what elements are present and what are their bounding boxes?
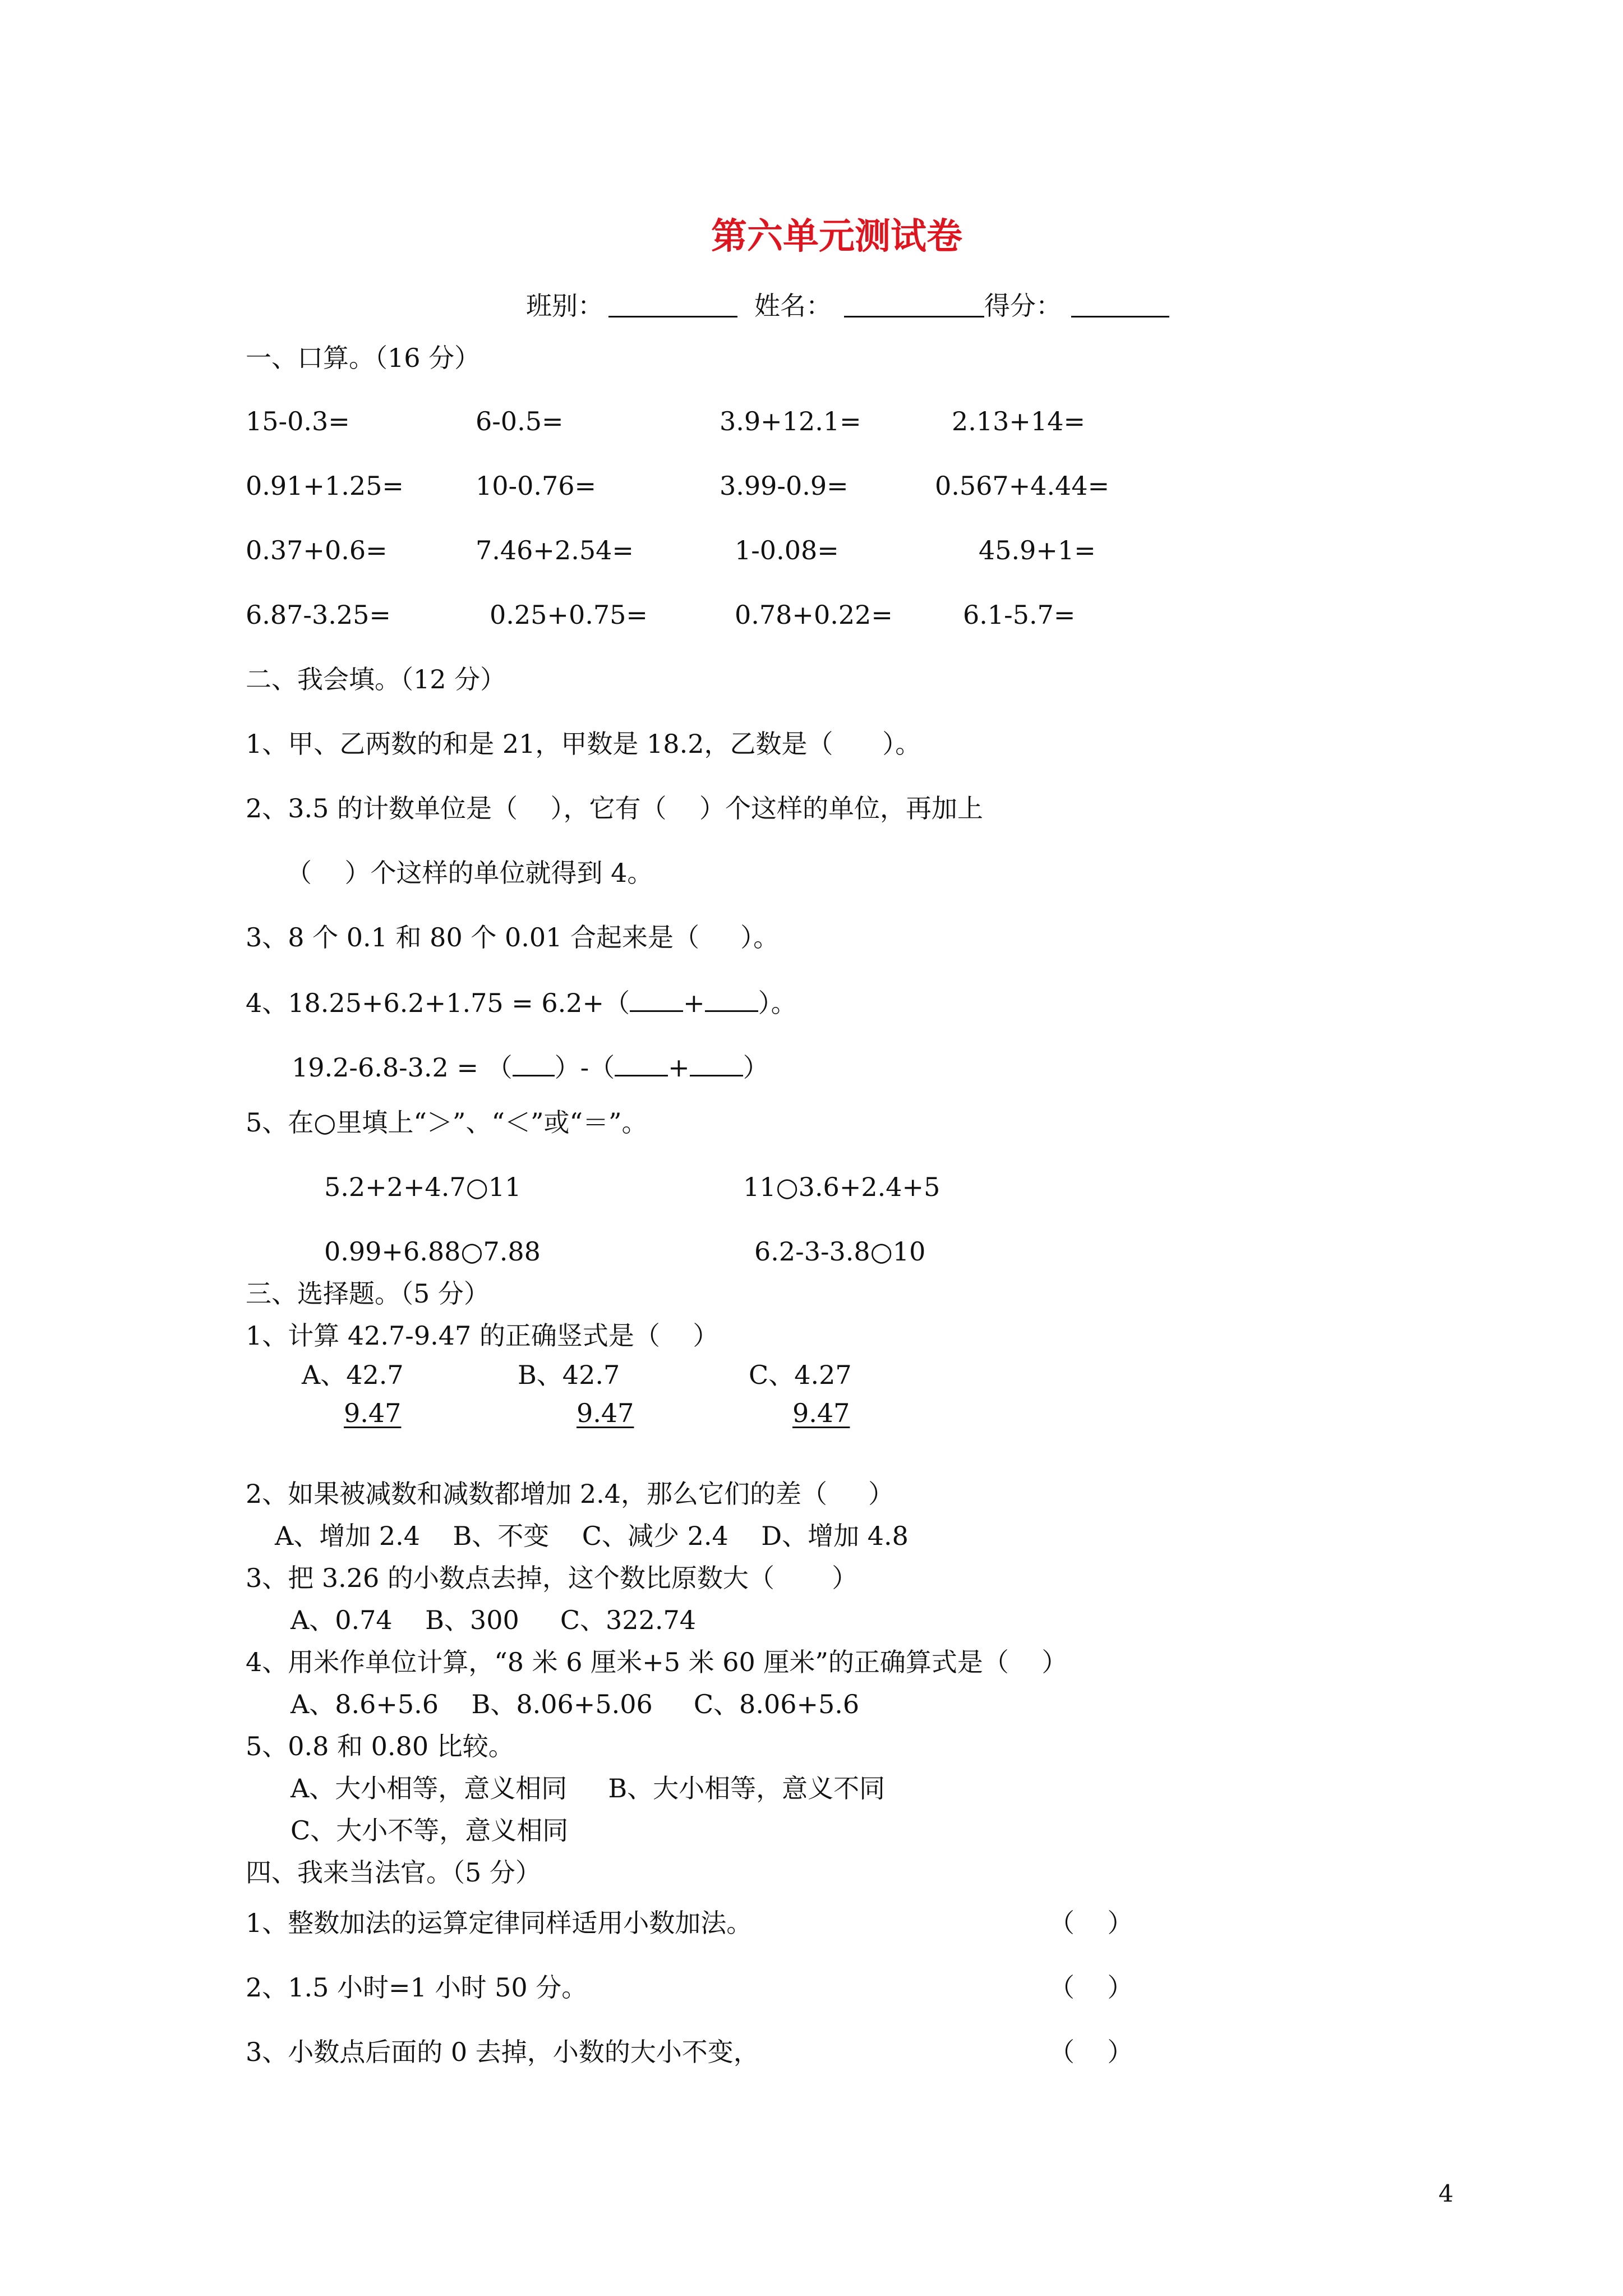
calc-item: 3.99-0.9= [720, 471, 849, 501]
name-label: 姓名： [754, 291, 832, 321]
vertical-subtrahend [764, 1400, 863, 1426]
compare-item: 5.2+2+4.7○11 [324, 1172, 522, 1202]
choice-option-a: A、42.7 [302, 1360, 404, 1390]
q4-line-2-end: ） [743, 1052, 769, 1083]
choice-question-3-options: A、0.74 B、300 C、322.74 [291, 1605, 696, 1635]
class-label: 班别： [526, 291, 603, 321]
subtrahend-c: 9.47 [792, 1398, 850, 1428]
choice-question-3: 3、把 3.26 的小数点去掉，这个数比原数大（ ） [246, 1563, 858, 1593]
choice-question-4-options: A、8.6+5.6 B、8.06+5.06 C、8.06+5.6 [291, 1689, 860, 1719]
choice-option-c: C、4.27 [749, 1360, 852, 1390]
choice-question-1: 1、计算 42.7-9.47 的正确竖式是（ ） [246, 1320, 719, 1351]
fill-question-2-cont: （ ）个这样的单位就得到 4。 [286, 858, 653, 888]
calc-item: 10-0.76= [476, 471, 597, 501]
plus-sign: + [668, 1052, 690, 1083]
score-label: 得分： [984, 291, 1062, 321]
minus-sign: ）-（ [554, 1052, 615, 1083]
calc-item: 6.1-5.7= [963, 600, 1076, 630]
fill-question-4-line-2 [292, 1052, 769, 1083]
choice-question-5-option-c: C、大小不等，意义相同 [291, 1815, 569, 1846]
fill-question-1: 1、甲、乙两数的和是 21，甲数是 18.2，乙数是（ ）。 [246, 729, 921, 759]
section-4-heading: 四、我来当法官。（5 分） [246, 1857, 541, 1888]
answer-blank[interactable] [705, 989, 758, 1012]
compare-item: 6.2-3-3.8○10 [754, 1236, 926, 1267]
calc-item: 2.13+14= [952, 406, 1086, 436]
judge-item-1: 1、整数加法的运算定律同样适用小数加法。 [246, 1908, 753, 1938]
name-blank[interactable] [844, 295, 984, 318]
fill-question-3: 3、8 个 0.1 和 80 个 0.01 合起来是（ ）。 [246, 922, 780, 953]
compare-item: 0.99+6.88○7.88 [324, 1236, 541, 1267]
section-2-heading: 二、我会填。（12 分） [246, 664, 506, 694]
score-blank[interactable] [1071, 295, 1169, 318]
choice-question-5-options-ab: A、大小相等，意义相同 B、大小相等，意义不同 [291, 1773, 886, 1803]
page-number: 4 [1438, 2180, 1454, 2207]
calc-item: 45.9+1= [979, 535, 1096, 565]
q4-line-1-end: ）。 [758, 988, 797, 1018]
answer-blank[interactable] [513, 1053, 555, 1076]
calc-item: 1-0.08= [735, 535, 839, 565]
calc-item: 0.25+0.75= [490, 600, 648, 630]
judge-item-2: 2、1.5 小时=1 小时 50 分。 [246, 1972, 588, 2003]
calc-item: 0.37+0.6= [246, 535, 388, 565]
judge-bracket[interactable]: （ ） [1049, 1972, 1133, 2003]
answer-blank[interactable] [615, 1053, 668, 1076]
fill-question-2: 2、3.5 的计数单位是（ ），它有（ ）个这样的单位，再加上 [246, 793, 984, 823]
choice-question-2: 2、如果被减数和减数都增加 2.4，那么它们的差（ ） [246, 1479, 895, 1509]
choice-question-5: 5、0.8 和 0.80 比较。 [246, 1731, 514, 1761]
judge-item-3: 3、小数点后面的 0 去掉，小数的大小不变， [246, 2037, 759, 2067]
calc-item: 0.78+0.22= [735, 600, 893, 630]
page-title: 第六单元测试卷 [711, 216, 962, 257]
subtrahend-b: 9.47 [577, 1398, 634, 1428]
judge-bracket[interactable]: （ ） [1049, 1908, 1133, 1938]
fill-question-5: 5、在○里填上“＞”、“＜”或“＝”。 [246, 1107, 648, 1138]
judge-bracket[interactable]: （ ） [1049, 2037, 1133, 2067]
calc-item: 3.9+12.1= [720, 406, 861, 436]
calc-item: 15-0.3= [246, 406, 350, 436]
plus-sign: + [683, 988, 705, 1018]
subtrahend-a: 9.47 [344, 1398, 402, 1428]
calc-item: 0.567+4.44= [935, 471, 1110, 501]
calc-item: 6-0.5= [476, 406, 564, 436]
calc-item: 7.46+2.54= [476, 535, 634, 565]
choice-option-b: B、42.7 [518, 1360, 620, 1390]
answer-blank[interactable] [690, 1053, 743, 1076]
vertical-subtrahend [548, 1400, 647, 1426]
choice-question-4: 4、用米作单位计算，“8 米 6 厘米+5 米 60 厘米”的正确算式是（ ） [246, 1647, 1068, 1677]
compare-item: 11○3.6+2.4+5 [743, 1172, 940, 1202]
choice-question-2-options: A、增加 2.4 B、不变 C、减少 2.4 D、增加 4.8 [275, 1521, 909, 1551]
fill-question-4 [246, 989, 797, 1016]
answer-blank[interactable] [630, 989, 683, 1012]
calc-item: 0.91+1.25= [246, 471, 404, 501]
section-3-heading: 三、选择题。（5 分） [246, 1278, 490, 1309]
calc-item: 6.87-3.25= [246, 600, 391, 630]
q4-line-1-start: 4、18.25+6.2+1.75 = 6.2+（ [246, 988, 630, 1018]
q4-line-2-start: 19.2-6.8-3.2 = （ [292, 1052, 513, 1083]
section-1-heading: 一、口算。（16 分） [246, 343, 481, 373]
class-blank[interactable] [608, 295, 737, 318]
vertical-subtrahend [334, 1400, 421, 1426]
